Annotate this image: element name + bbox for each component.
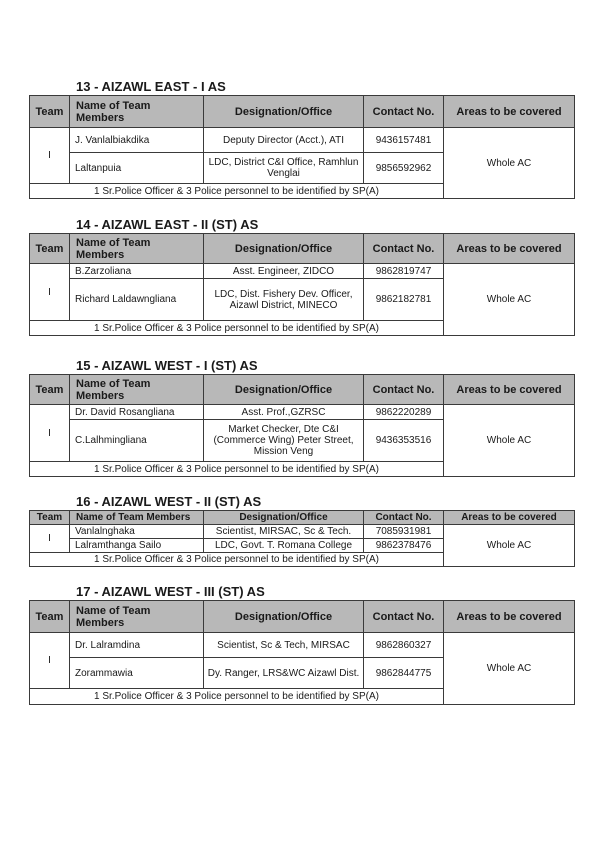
area-covered: Whole AC <box>444 633 575 705</box>
member-designation: LDC, Govt. T. Romana College <box>204 539 364 553</box>
member-name: Vanlalnghaka <box>70 525 204 539</box>
header-areas: Areas to be covered <box>444 234 575 264</box>
member-designation: LDC, Dist. Fishery Dev. Officer, Aizawl District, MINECO <box>204 279 364 321</box>
section-title: 15 - AIZAWL WEST - I (ST) AS <box>76 358 258 373</box>
member-name: Dr. David Rosangliana <box>70 405 204 420</box>
police-note: 1 Sr.Police Officer & 3 Police personnel to be identified by SP(A) <box>30 689 444 705</box>
header-contact: Contact No. <box>364 234 444 264</box>
section-title: 13 - AIZAWL EAST - I AS <box>76 79 226 94</box>
header-members: Name of Team Members <box>70 601 204 633</box>
section-aizawl-east-2 <box>29 216 574 336</box>
header-contact: Contact No. <box>364 601 444 633</box>
header-members: Name of Team Members <box>70 375 204 405</box>
area-covered: Whole AC <box>444 525 575 567</box>
section-aizawl-west-2 <box>29 493 574 567</box>
member-contact: 9862819747 <box>364 264 444 279</box>
section-aizawl-east-1 <box>29 78 574 199</box>
member-name: Laltanpuia <box>70 153 204 184</box>
member-contact: 9862182781 <box>364 279 444 321</box>
header-team: Team <box>30 375 70 405</box>
team-table <box>29 374 575 477</box>
header-members: Name of Team Members <box>70 96 204 128</box>
header-team: Team <box>30 96 70 128</box>
section-title: 14 - AIZAWL EAST - II (ST) AS <box>76 217 259 232</box>
section-aizawl-west-1 <box>29 357 574 477</box>
police-note: 1 Sr.Police Officer & 3 Police personnel to be identified by SP(A) <box>30 184 444 199</box>
header-designation: Designation/Office <box>204 511 364 525</box>
police-note: 1 Sr.Police Officer & 3 Police personnel to be identified by SP(A) <box>30 462 444 477</box>
member-designation: LDC, District C&I Office, Ramhlun Venglai <box>204 153 364 184</box>
area-covered: Whole AC <box>444 405 575 477</box>
member-name: B.Zarzoliana <box>70 264 204 279</box>
header-team: Team <box>30 234 70 264</box>
member-name: Lalramthanga Sailo <box>70 539 204 553</box>
header-members: Name of Team Members <box>70 234 204 264</box>
member-designation: Asst. Engineer, ZIDCO <box>204 264 364 279</box>
team-table <box>29 510 575 567</box>
member-designation: Market Checker, Dte C&I (Commerce Wing) Peter Street, Mission Veng <box>204 420 364 462</box>
member-contact: 9856592962 <box>364 153 444 184</box>
member-contact: 9436157481 <box>364 128 444 153</box>
header-contact: Contact No. <box>364 511 444 525</box>
header-contact: Contact No. <box>364 375 444 405</box>
section-title: 16 - AIZAWL WEST - II (ST) AS <box>76 494 262 509</box>
header-contact: Contact No. <box>364 96 444 128</box>
table-row <box>30 264 575 279</box>
member-designation: Scientist, Sc & Tech, MIRSAC <box>204 633 364 658</box>
member-contact: 9862220289 <box>364 405 444 420</box>
header-designation: Designation/Office <box>204 375 364 405</box>
table-row <box>30 128 575 153</box>
member-name: J. Vanlalbiakdika <box>70 128 204 153</box>
header-members: Name of Team Members <box>70 511 204 525</box>
member-contact: 9862860327 <box>364 633 444 658</box>
section-title: 17 - AIZAWL WEST - III (ST) AS <box>76 584 265 599</box>
member-designation: Dy. Ranger, LRS&WC Aizawl Dist. <box>204 658 364 689</box>
member-designation: Scientist, MIRSAC, Sc & Tech. <box>204 525 364 539</box>
member-contact: 7085931981 <box>364 525 444 539</box>
member-designation: Asst. Prof.,GZRSC <box>204 405 364 420</box>
member-contact: 9862378476 <box>364 539 444 553</box>
table-row <box>30 405 575 420</box>
member-contact: 9436353516 <box>364 420 444 462</box>
member-name: Richard Laldawngliana <box>70 279 204 321</box>
header-areas: Areas to be covered <box>444 601 575 633</box>
member-contact: 9862844775 <box>364 658 444 689</box>
header-areas: Areas to be covered <box>444 375 575 405</box>
team-number: I <box>30 264 70 321</box>
header-designation: Designation/Office <box>204 601 364 633</box>
police-note: 1 Sr.Police Officer & 3 Police personnel to be identified by SP(A) <box>30 553 444 567</box>
member-name: C.Lalhmingliana <box>70 420 204 462</box>
header-areas: Areas to be covered <box>444 511 575 525</box>
team-number: I <box>30 405 70 462</box>
member-name: Dr. Lalramdina <box>70 633 204 658</box>
header-areas: Areas to be covered <box>444 96 575 128</box>
police-note: 1 Sr.Police Officer & 3 Police personnel to be identified by SP(A) <box>30 321 444 336</box>
area-covered: Whole AC <box>444 128 575 199</box>
header-designation: Designation/Office <box>204 96 364 128</box>
team-number: I <box>30 633 70 689</box>
header-team: Team <box>30 511 70 525</box>
member-name: Zorammawia <box>70 658 204 689</box>
header-designation: Designation/Office <box>204 234 364 264</box>
team-number: I <box>30 128 70 184</box>
table-row <box>30 525 575 539</box>
member-designation: Deputy Director (Acct.), ATI <box>204 128 364 153</box>
table-row <box>30 633 575 658</box>
team-table <box>29 95 575 199</box>
team-table <box>29 600 575 705</box>
team-table <box>29 233 575 336</box>
team-number: I <box>30 525 70 553</box>
header-team: Team <box>30 601 70 633</box>
section-aizawl-west-3 <box>29 583 574 705</box>
area-covered: Whole AC <box>444 264 575 336</box>
